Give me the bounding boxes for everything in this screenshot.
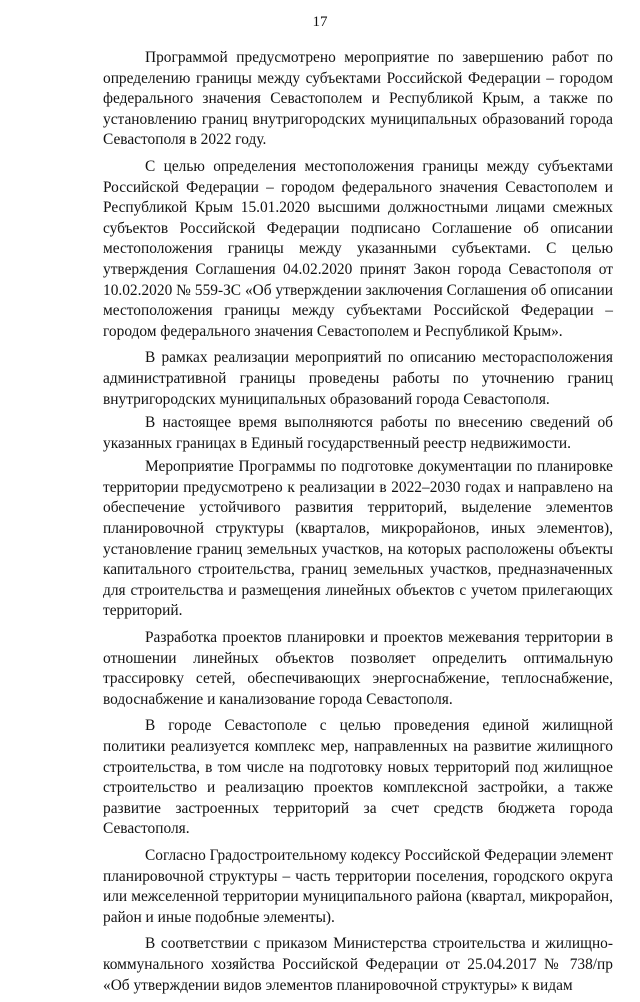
paragraph-boundary-program: Программой предусмотрено мероприятие по завершению работ по определению границы между субъектами Российской Федерации – городом федерального значения Севастополем и Республикой Крым, а также по установлению границ внутригородских муниципальных образований города Севастополя в 2022 году. (103, 49, 613, 149)
paragraph-registry-entry: В настоящее время выполняются работы по внесению сведений об указанных границах в Единый государственный реестр недвижимости. (103, 414, 613, 452)
paragraph-housing-policy: В городе Севастополе с целью проведения единой жилищной политики реализуется комплекс мер, направленных на развитие жилищного строительства, в том числе на подготовку новых территорий под жилищное строительство и реализацию проектов комплексной застройки, а также развитие застроенных территорий за счет средств бюджета города Севастополя. (103, 717, 613, 838)
page-number: 17 (312, 14, 328, 30)
paragraph-urban-planning-code: Согласно Градостроительному кодексу Российской Федерации элемент планировочной структуры – часть территории поселения, городского округа или межселенной территории муниципального района (квартал, микрорайон, район и иные подобные элементы). (103, 846, 613, 926)
document-body (103, 48, 613, 1002)
paragraph-linear-objects: Разработка проектов планировки и проектов межевания территории в отношении линейных объектов позволяет определить оптимальную трассировку сетей, обеспечивающих энергоснабжение, теплоснабжение, водоснабжение и канализование города Севастополя. (103, 629, 613, 708)
paragraph-boundary-agreement: С целью определения местоположения границы между субъектами Российской Федерации – городом федерального значения Севастополем и Республикой Крым 15.01.2020 высшими должностными лицами смежных субъектов Российской Федерации подписано Соглашение об описании местоположения границы между указанными субъектами. С целью утверждения Соглашения 04.02.2020 принят Закон города Севастополя от 10.02.2020 № 559-ЗС «Об утверждении заключения Соглашения об описании местоположения границы между субъектами Российской Федерации – городом федерального значения Севастополем и Республикой Крым». (103, 157, 613, 340)
paragraph-ministry-order: В соответствии с приказом Министерства строительства и жилищно-коммунального хозяйства Российской Федерации от 25.04.2017 № 738/пр «Об утверждении видов элементов планировочной структуры» к видам (103, 935, 613, 994)
paragraph-planning-documentation: Мероприятие Программы по подготовке документации по планировке территории предусмотрено к реализации в 2022–2030 годах и направлено на обеспечение устойчивого развития территорий, выделение элементов планировочной структуры (кварталов, микрорайонов, иных элементов), установление границ земельных участков, на которых расположены объекты капитального строительства, границ земельных участков, предназначенных для строительства и размещения линейных объектов с учетом прилегающих территорий. (103, 458, 613, 620)
paragraph-administrative-boundary: В рамках реализации мероприятий по описанию месторасположения административной границы проведены работы по уточнению границ внутригородских муниципальных образований города Севастополя. (103, 349, 613, 408)
